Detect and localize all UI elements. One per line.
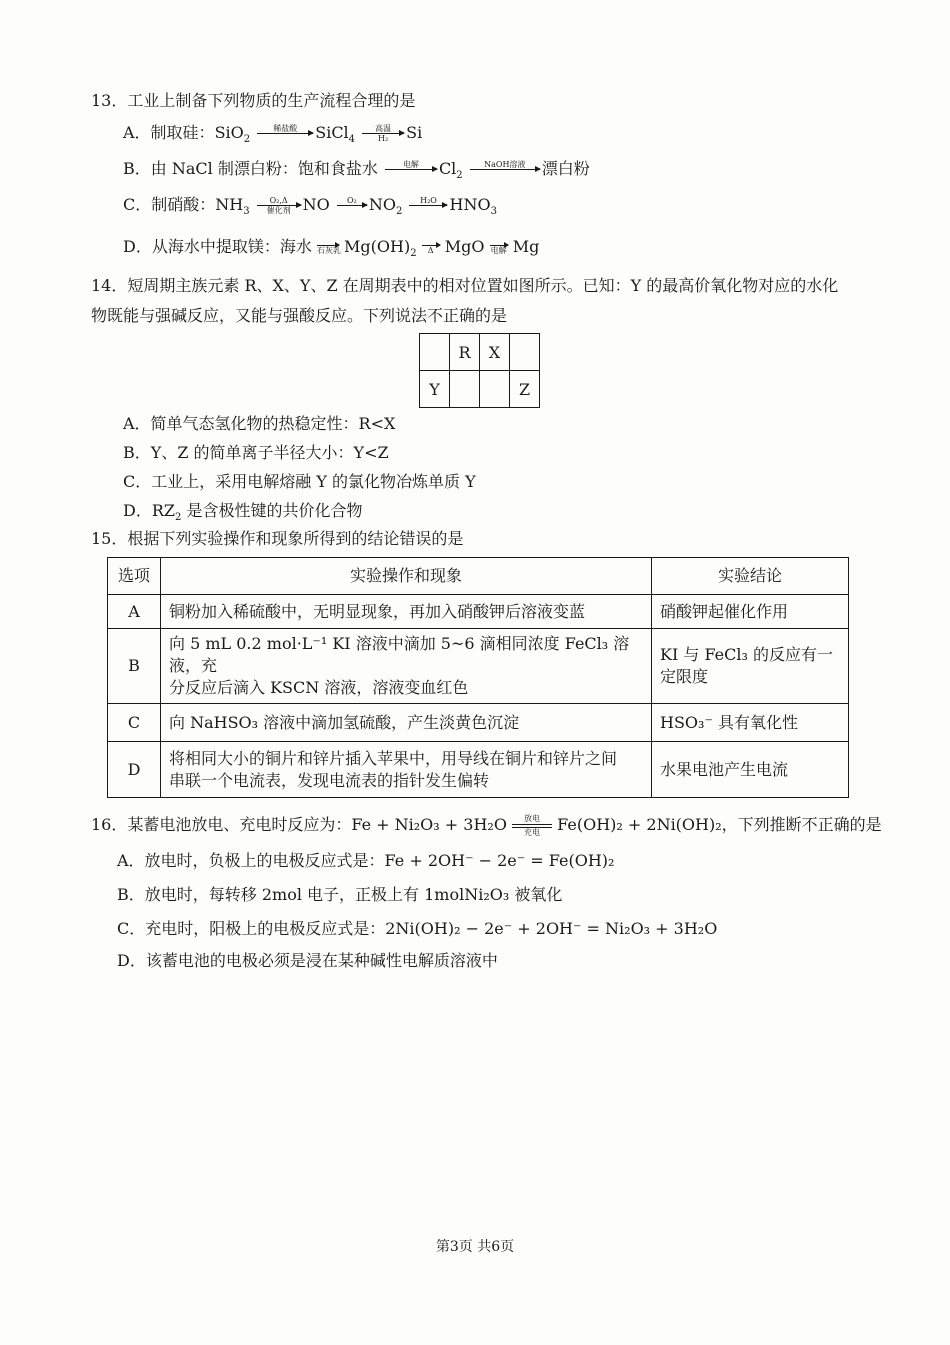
q16-stem: 16．某蓄电池放电、充电时反应为：Fe + Ni₂O₃ + 3H₂O 放电 充电 Fe(OH)₂ + 2Ni(OH)₂，下列推断不正确的是: [91, 813, 882, 837]
table-row: [108, 742, 849, 798]
operation-cell: 铜粉加入稀硫酸中，无明显现象，再加入硝酸钾后溶液变蓝: [161, 595, 652, 629]
periodic-table-fragment: [419, 333, 540, 408]
option-cell: C: [108, 704, 161, 742]
reaction-arrow-icon: 电解: [385, 160, 437, 179]
conclusion-cell: KI 与 FeCl₃ 的反应有一 定限度: [652, 629, 849, 704]
table-row: [108, 704, 849, 742]
reaction-arrow-icon: H₂O: [409, 196, 447, 215]
operation-cell: 向 5 mL 0.2 mol·L⁻¹ KI 溶液中滴加 5~6 滴相同浓度 FeCl₃ 溶液，充 分反应后滴入 KSCN 溶液，溶液变血红色: [161, 629, 652, 704]
q14-option-c: C．工业上，采用电解熔融 Y 的氯化物冶炼单质 Y: [123, 472, 476, 491]
column-header: 实验操作和现象: [161, 558, 652, 595]
grid-cell: [510, 334, 540, 371]
q16-option-d: D．该蓄电池的电极必须是浸在某种碱性电解质溶液中: [117, 951, 498, 970]
reversible-arrow-icon: 放电 充电: [512, 815, 552, 837]
operation-cell: 将相同大小的铜片和锌片插入苹果中，用导线在铜片和锌片之间 串联一个电流表，发现电流表的指针发生偏转: [161, 742, 652, 798]
q13-stem: 13．工业上制备下列物质的生产流程合理的是: [91, 91, 416, 110]
grid-cell: [450, 371, 480, 408]
option-cell: A: [108, 595, 161, 629]
table-row: [420, 371, 540, 408]
q14-stem-line1: 14．短周期主族元素 R、X、Y、Z 在周期表中的相对位置如图所示。已知：Y 的最高价氧化物对应的水化: [91, 276, 839, 295]
reaction-arrow-icon: NaOH溶液: [470, 160, 540, 179]
q13-option-c: C．制硝酸：$NH_3$ O₂,Δ 催化剂 NO O₂ $NO_2$ H₂O $HNO_3$: [123, 195, 497, 218]
table-row: [108, 595, 849, 629]
option-cell: B: [108, 629, 161, 704]
reaction-arrow-icon: 石灰乳: [316, 245, 341, 255]
grid-cell: X: [480, 334, 510, 371]
q13-option-a: A．制取硅：SiO$_2$ 稀盐酸 SiCl$_4$ 高温 H₂ Si: [123, 123, 423, 146]
page-footer: 第3页 共6页: [435, 1239, 515, 1255]
q16-option-c: C．充电时，阳极上的电极反应式是：2Ni(OH)₂ − 2e⁻ + 2OH⁻ = Ni₂O₃ + 3H₂O: [117, 919, 718, 938]
reaction-arrow-icon: O₂,Δ 催化剂: [257, 196, 301, 215]
q13-option-b: B．由 NaCl 制漂白粉：饱和食盐水 电解 $Cl_2$ NaOH溶液 漂白粉: [123, 159, 590, 182]
grid-cell: [420, 334, 450, 371]
grid-cell: [480, 371, 510, 408]
grid-cell: Y: [420, 371, 450, 408]
operation-cell: 向 NaHSO₃ 溶液中滴加氢硫酸，产生淡黄色沉淀: [161, 704, 652, 742]
option-cell: D: [108, 742, 161, 798]
column-header: 实验结论: [652, 558, 849, 595]
reaction-arrow-icon: Δ: [422, 241, 440, 255]
column-header: 选项: [108, 558, 161, 595]
reaction-arrow-icon: 电解: [490, 245, 507, 255]
q14-option-d: D．$RZ_2$ 是含极性键的共价化合物: [123, 501, 363, 524]
experiment-table: [107, 557, 849, 798]
reaction-arrow-icon: 高温 H₂: [362, 124, 404, 143]
conclusion-cell: HSO₃⁻ 具有氧化性: [652, 704, 849, 742]
grid-cell: R: [450, 334, 480, 371]
reaction-arrow-icon: 稀盐酸: [257, 124, 313, 143]
q14-stem-line2: 物既能与强碱反应，又能与强酸反应。下列说法不正确的是: [91, 306, 508, 325]
q13-option-d: D．从海水中提取镁：海水 石灰乳 $Mg(OH)_2$ Δ MgO 电解 Mg: [123, 237, 540, 260]
table-row: [420, 334, 540, 371]
q14-option-a: A．简单气态氢化物的热稳定性：R<X: [123, 414, 396, 433]
q14-option-b: B．Y、Z 的简单离子半径大小：Y<Z: [123, 443, 389, 462]
q16-option-a: A．放电时，负极上的电极反应式是：Fe + 2OH⁻ − 2e⁻ = Fe(OH)₂: [117, 851, 615, 870]
q16-option-b: B．放电时，每转移 2mol 电子，正极上有 1molNi₂O₃ 被氧化: [117, 885, 563, 904]
grid-cell: Z: [510, 371, 540, 408]
table-header-row: [108, 558, 849, 595]
q15-stem: 15．根据下列实验操作和现象所得到的结论错误的是: [91, 529, 464, 548]
conclusion-cell: 硝酸钾起催化作用: [652, 595, 849, 629]
reaction-arrow-icon: O₂: [337, 196, 367, 215]
table-row: [108, 629, 849, 704]
conclusion-cell: 水果电池产生电流: [652, 742, 849, 798]
